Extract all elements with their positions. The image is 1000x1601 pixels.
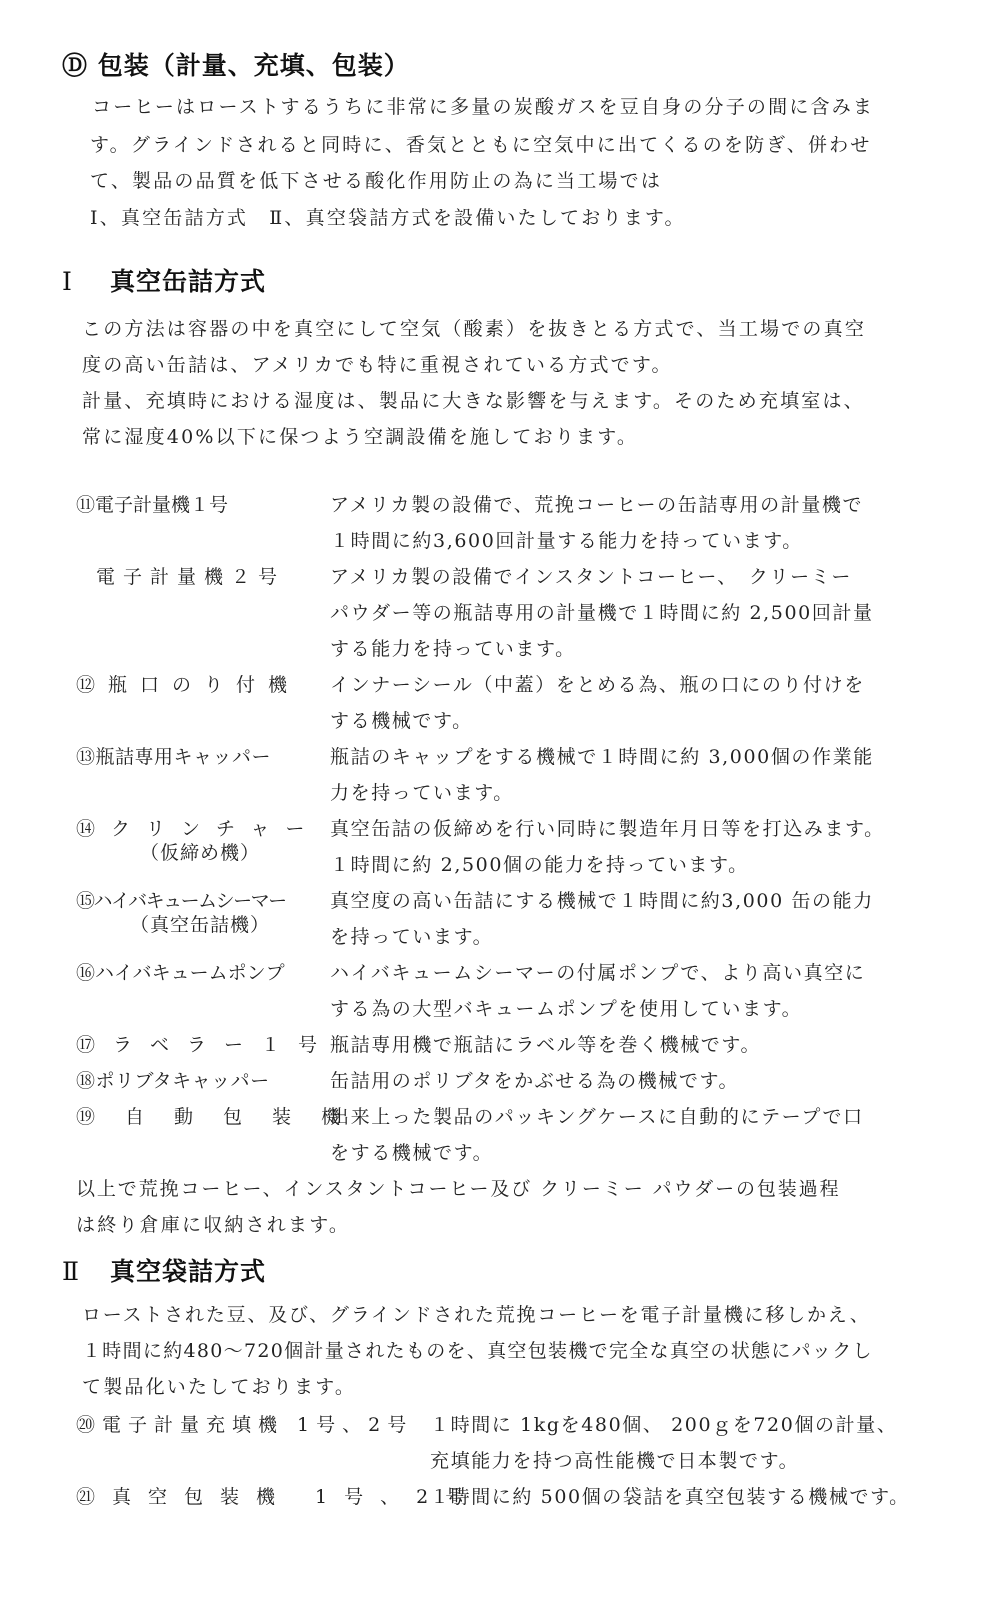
equipment-desc: ハイバキュームシーマーの付属ポンプで、より高い真空に (330, 962, 866, 984)
equipment-label: ⑲自動包装機 (76, 1106, 371, 1128)
equipment-desc: １時間に約 2,500個の能力を持っています。 (330, 854, 749, 876)
section-1-title: 真空缶詰方式 (110, 267, 267, 296)
equipment-desc: 瓶詰のキャップをする機械で１時間に約 3,000個の作業能 (330, 746, 874, 768)
section-2-title: 真空袋詰方式 (110, 1257, 267, 1286)
section-1-line: 度の高い缶詰は、アメリカでも特に重視されている方式です。 (82, 354, 673, 376)
section-2-line: ローストされた豆、及び、グラインドされた荒挽コーヒーを電子計量機に移しかえ、 (82, 1304, 871, 1326)
section-d-line: て、製品の品質を低下させる酸化作用防止の為に当工場では (90, 170, 663, 192)
equipment-desc: 瓶詰専用機で瓶詰にラベル等を巻く機械です。 (330, 1034, 762, 1056)
equipment-desc: する為の大型バキュームポンプを使用しています。 (330, 998, 803, 1020)
section-1-line: 計量、充填時における湿度は、製品に大きな影響を与えます。そのため充填室は、 (82, 390, 865, 412)
section-d-heading: Ⓓ 包装（計量、充填、包装） (62, 51, 410, 80)
equipment-label: ⑫瓶口のり付機 (76, 674, 301, 696)
equipment-desc: を持っています。 (330, 926, 494, 948)
equipment-label: ⑬瓶詰専用キャッパー (76, 746, 272, 768)
section-1-heading (62, 262, 266, 298)
equipment-label: ⑮ハイバキュームシーマー (76, 890, 286, 912)
equipment-desc: 缶詰用のポリブタをかぶせる為の機械です。 (330, 1070, 740, 1092)
equipment-label: ⑭クリンチャー (76, 818, 321, 840)
section-1-line: この方法は容器の中を真空にして空気（酸素）を抜きとる方式で、当工場での真空 (82, 318, 867, 340)
equipment-label: ⑰ラベラー１号 (76, 1034, 336, 1056)
equipment-desc: インナーシール（中蓋）をとめる為、瓶の口にのり付けを (330, 674, 865, 696)
equipment-desc: パウダー等の瓶詰専用の計量機で１時間に約 2,500回計量 (330, 602, 874, 624)
section-d-line: Ⅰ、真空缶詰方式 Ⅱ、真空袋詰方式を設備いたしております。 (90, 207, 686, 229)
section-2-line: １時間に約480〜720個計量されたものを、真空包装機で完全な真空の状態にパックし (82, 1340, 873, 1362)
section-2-heading (62, 1252, 266, 1288)
equipment-desc: アメリカ製の設備で、荒挽コーヒーの缶詰専用の計量機で (330, 494, 864, 516)
equipment-desc: アメリカ製の設備でインスタントコーヒー、 クリーミー (330, 566, 852, 588)
section-d-line: す。グラインドされると同時に、香気とともに空気中に出てくるのを防ぎ、併わせ (90, 134, 872, 156)
section-2-line: て製品化いたしております。 (82, 1376, 357, 1398)
section-2-number: Ⅱ (62, 1257, 80, 1286)
equipment-desc: をする機械です。 (330, 1142, 494, 1164)
equipment-desc: 力を持っています。 (330, 782, 514, 804)
equipment-desc: 真空缶詰の仮締めを行い同時に製造年月日等を打込みます。 (330, 818, 885, 840)
equipment-label: ㉑真空包装機 1号、2号 (76, 1486, 482, 1508)
equipment-desc: する機械です。 (330, 710, 473, 732)
equipment-label: ⑳電子計量充填機 1号、2号 (76, 1414, 414, 1436)
section-1-closing: は終り倉庫に収納されます。 (76, 1214, 351, 1236)
equipment-desc: する能力を持っています。 (330, 638, 576, 660)
section-1-line: 常に湿度40%以下に保つよう空調設備を施しております。 (82, 426, 639, 448)
equipment-label: ⑯ハイバキュームポンプ (76, 962, 285, 984)
equipment-sublabel: （仮締め機） (140, 842, 261, 864)
equipment-label: 電子計量機２号 (96, 566, 286, 588)
section-1-closing: 以上で荒挽コーヒー、インスタントコーヒー及び クリーミー パウダーの包装過程 (76, 1178, 841, 1200)
section-d-line: コーヒーはローストするうちに非常に多量の炭酸ガスを豆自身の分子の間に含みま (92, 96, 875, 118)
equipment-label-text: ⑪電子計量機１号 (76, 494, 229, 516)
equipment-desc: １時間に約 500個の袋詰を真空包装する機械です。 (430, 1486, 910, 1508)
equipment-label: ⑱ポリブタキャッパー (76, 1070, 270, 1092)
equipment-desc: 充填能力を持つ高性能機で日本製です。 (430, 1450, 800, 1472)
equipment-desc: 真空度の高い缶詰にする機械で１時間に約3,000 缶の能力 (330, 890, 874, 912)
section-1-number: Ⅰ (62, 267, 73, 296)
equipment-desc: １時間に 1kgを480個、 200ｇを720個の計量、 (430, 1414, 898, 1436)
equipment-sublabel: （真空缶詰機） (130, 914, 271, 936)
equipment-desc: 出来上った製品のパッキングケースに自動的にテープで口 (330, 1106, 864, 1128)
equipment-desc: １時間に約3,600回計量する能力を持っています。 (330, 530, 803, 552)
equipment-label (76, 490, 304, 517)
